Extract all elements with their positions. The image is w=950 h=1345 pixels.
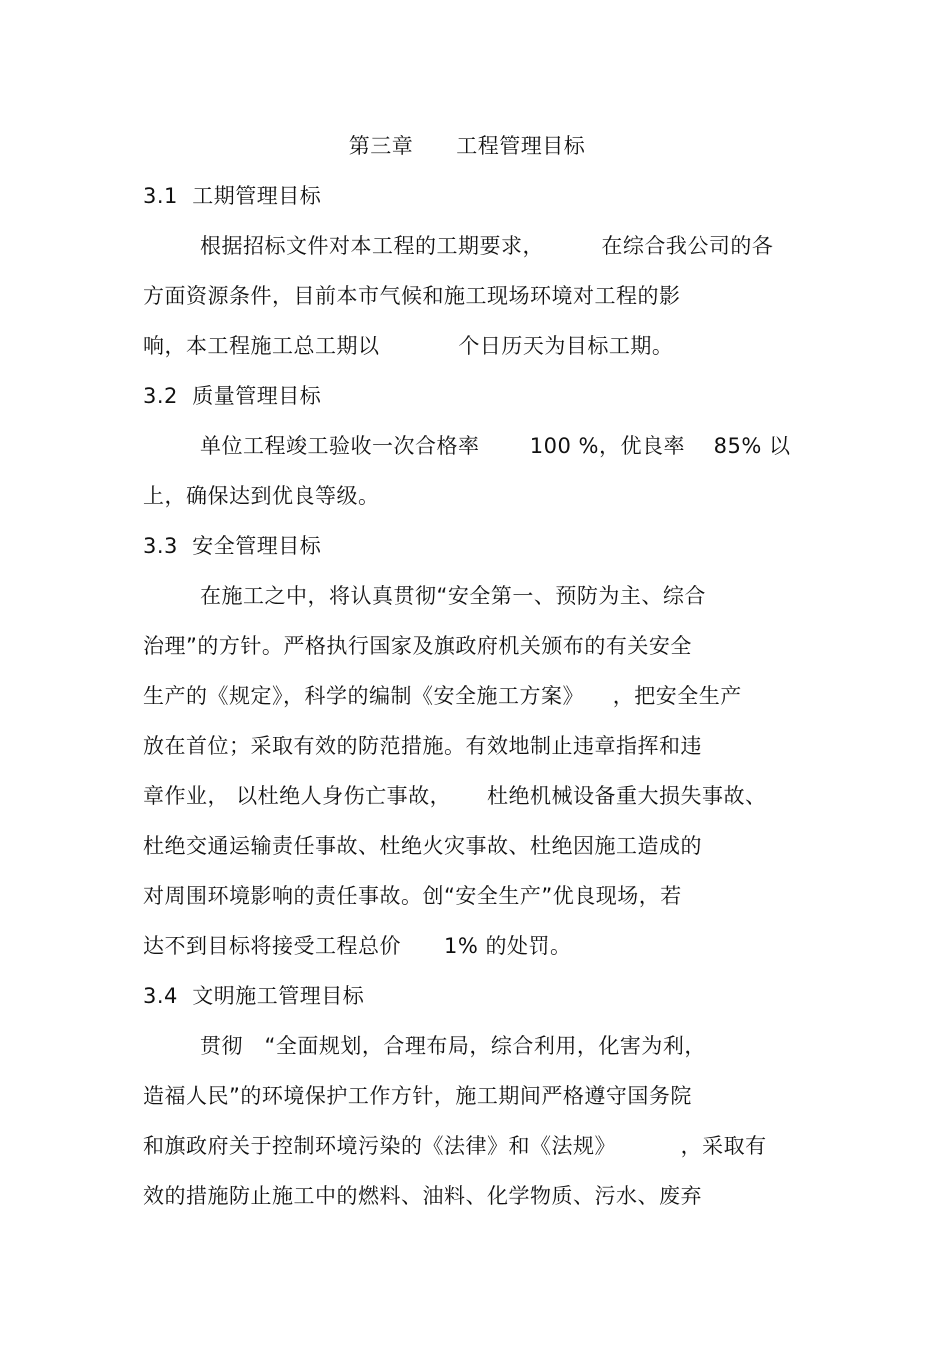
paragraph-line: 上，确保达到优良等级。 [143, 484, 380, 508]
paragraph-line: 贯彻 “全面规划，合理布局，综合利用，化害为利， [200, 1034, 706, 1058]
section-heading-3-3: 3.3 安全管理目标 [143, 534, 322, 558]
paragraph-line: 章作业， 以杜绝人身伤亡事故， 杜绝机械设备重大损失事故、 [143, 784, 767, 808]
paragraph-line: 放在首位；采取有效的防范措施。有效地制止违章指挥和违 [143, 734, 702, 758]
paragraph-line: 达不到目标将接受工程总价 1% 的处罚。 [143, 934, 572, 958]
paragraph-line: 效的措施防止施工中的燃料、油料、化学物质、污水、废弃 [143, 1184, 702, 1208]
paragraph-line: 响，本工程施工总工期以 个日历天为目标工期。 [143, 334, 674, 358]
section-heading-3-1: 3.1 工期管理目标 [143, 184, 322, 208]
chapter-title: 第三章 工程管理目标 [348, 134, 586, 158]
paragraph-line: 杜绝交通运输责任事故、杜绝火灾事故、杜绝因施工造成的 [143, 834, 702, 858]
section-heading-3-4: 3.4 文明施工管理目标 [143, 984, 365, 1008]
paragraph-line: 根据招标文件对本工程的工期要求， 在综合我公司的各 [200, 234, 774, 258]
paragraph-line: 生产的《规定》，科学的编制《安全施工方案》 ，把安全生产 [143, 684, 742, 708]
section-heading-3-2: 3.2 质量管理目标 [143, 384, 322, 408]
paragraph-line: 对周围环境影响的责任事故。创“安全生产”优良现场，若 [143, 884, 682, 908]
paragraph-line: 单位工程竣工验收一次合格率 100 %，优良率 85% 以 [200, 434, 791, 458]
paragraph-line: 治理”的方针。严格执行国家及旗政府机关颁布的有关安全 [143, 634, 692, 658]
paragraph-line: 和旗政府关于控制环境污染的《法律》和《法规》 ，采取有 [143, 1134, 767, 1158]
paragraph-line: 方面资源条件，目前本市气候和施工现场环境对工程的影 [143, 284, 681, 308]
paragraph-line: 造福人民”的环境保护工作方针，施工期间严格遵守国务院 [143, 1084, 692, 1108]
paragraph-line: 在施工之中，将认真贯彻“安全第一、预防为主、综合 [200, 584, 706, 608]
